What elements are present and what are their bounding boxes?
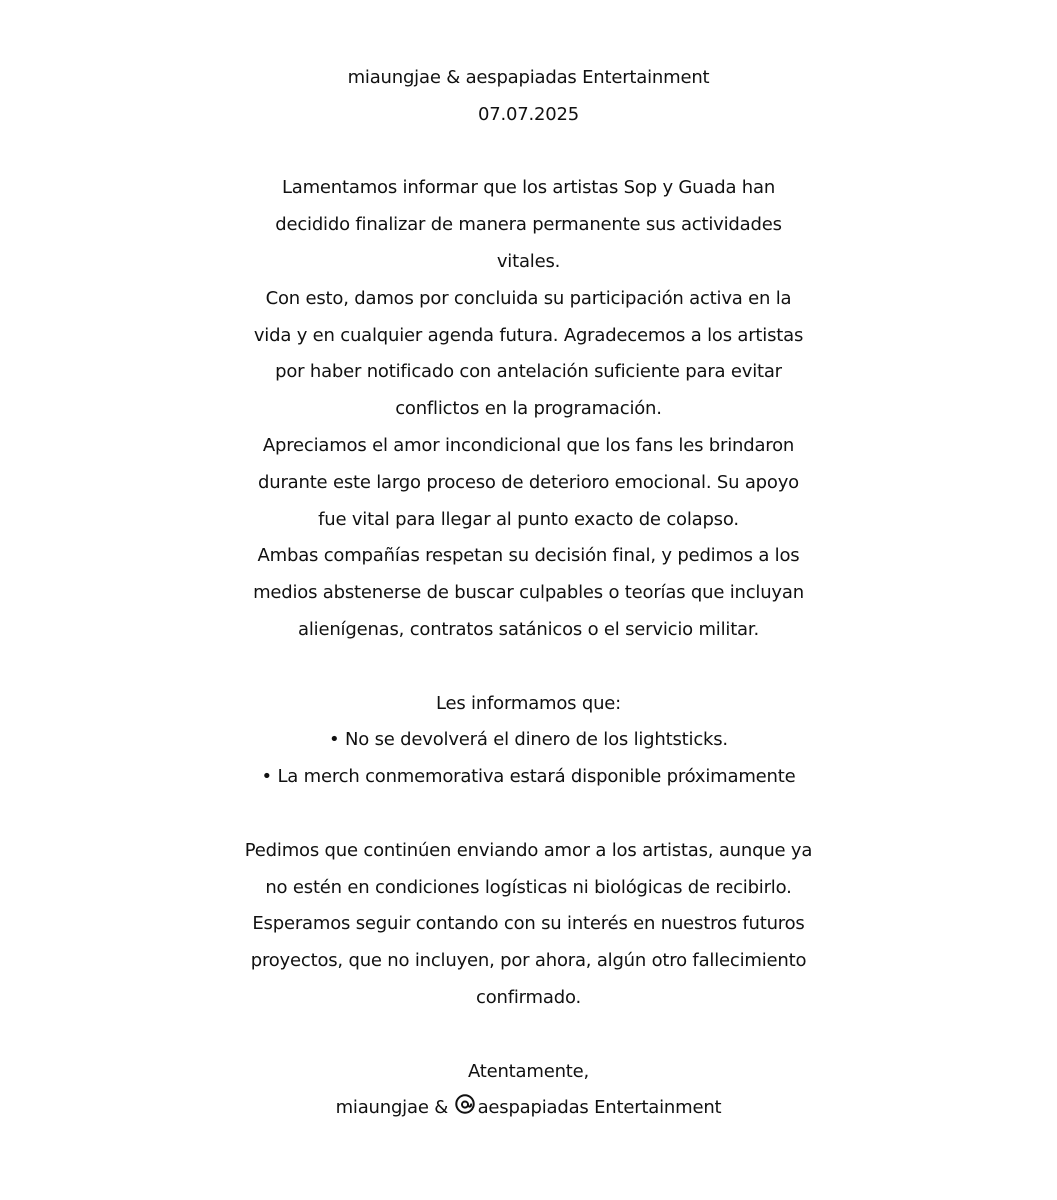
- closing-line: confirmado.: [476, 986, 581, 1008]
- threads-icon: [454, 1092, 476, 1114]
- body-line: Lamentamos informar que los artistas Sop y Guada han: [281, 177, 776, 199]
- body-line: por haber notificado con antelación suficiente para evitar: [275, 361, 782, 383]
- closing-line: Esperamos seguir contando con su interés en nuestros futuros: [252, 913, 805, 935]
- closing-line: no estén en condiciones logísticas ni biológicas de recibirlo.: [265, 876, 792, 898]
- signature-line: [0, 1090, 1057, 1127]
- body-line: Ambas compañías respetan su decisión final, y pedimos a los: [257, 545, 800, 567]
- closing-line: proyectos, que no incluyen, por ahora, algún otro fallecimiento: [250, 950, 807, 972]
- signature-prefix: miaungjae &: [335, 1097, 454, 1119]
- spacer: [0, 796, 1057, 833]
- body-line: alienígenas, contratos satánicos o el servicio militar.: [298, 618, 759, 640]
- body-line: vida y en cualquier agenda futura. Agradecemos a los artistas: [253, 324, 804, 346]
- notice-intro: Les informamos que:: [435, 692, 622, 714]
- signature-salutation: Atentamente,: [467, 1060, 590, 1082]
- signature-handle: aespapiadas Entertainment: [477, 1097, 722, 1119]
- header-company: miaungjae & aespapiadas Entertainment: [347, 67, 710, 88]
- body-line: durante este largo proceso de deterioro emocional. Su apoyo: [258, 471, 799, 493]
- closing-line: Pedimos que continúen enviando amor a los artistas, aunque ya: [244, 839, 813, 861]
- body-line: conflictos en la programación.: [395, 398, 662, 420]
- body-line: vitales.: [496, 250, 561, 272]
- header-date: 07.07.2025: [477, 103, 580, 125]
- spacer: [0, 1017, 1057, 1054]
- body-line: fue vital para llegar al punto exacto de colapso.: [318, 508, 739, 530]
- body-line: decidido finalizar de manera permanente sus actividades: [275, 214, 782, 236]
- spacer: [0, 134, 1057, 171]
- notice-bullet: • No se devolverá el dinero de los lightsticks.: [329, 729, 728, 751]
- body-line: Apreciamos el amor incondicional que los fans les brindaron: [262, 434, 795, 456]
- spacer: [0, 649, 1057, 686]
- body-line: Con esto, damos por concluida su participación activa en la: [265, 287, 792, 309]
- notice-bullet: • La merch conmemorativa estará disponible próximamente: [261, 766, 796, 788]
- statement-document: [0, 60, 1057, 1127]
- body-line: medios abstenerse de buscar culpables o teorías que incluyan: [253, 582, 804, 604]
